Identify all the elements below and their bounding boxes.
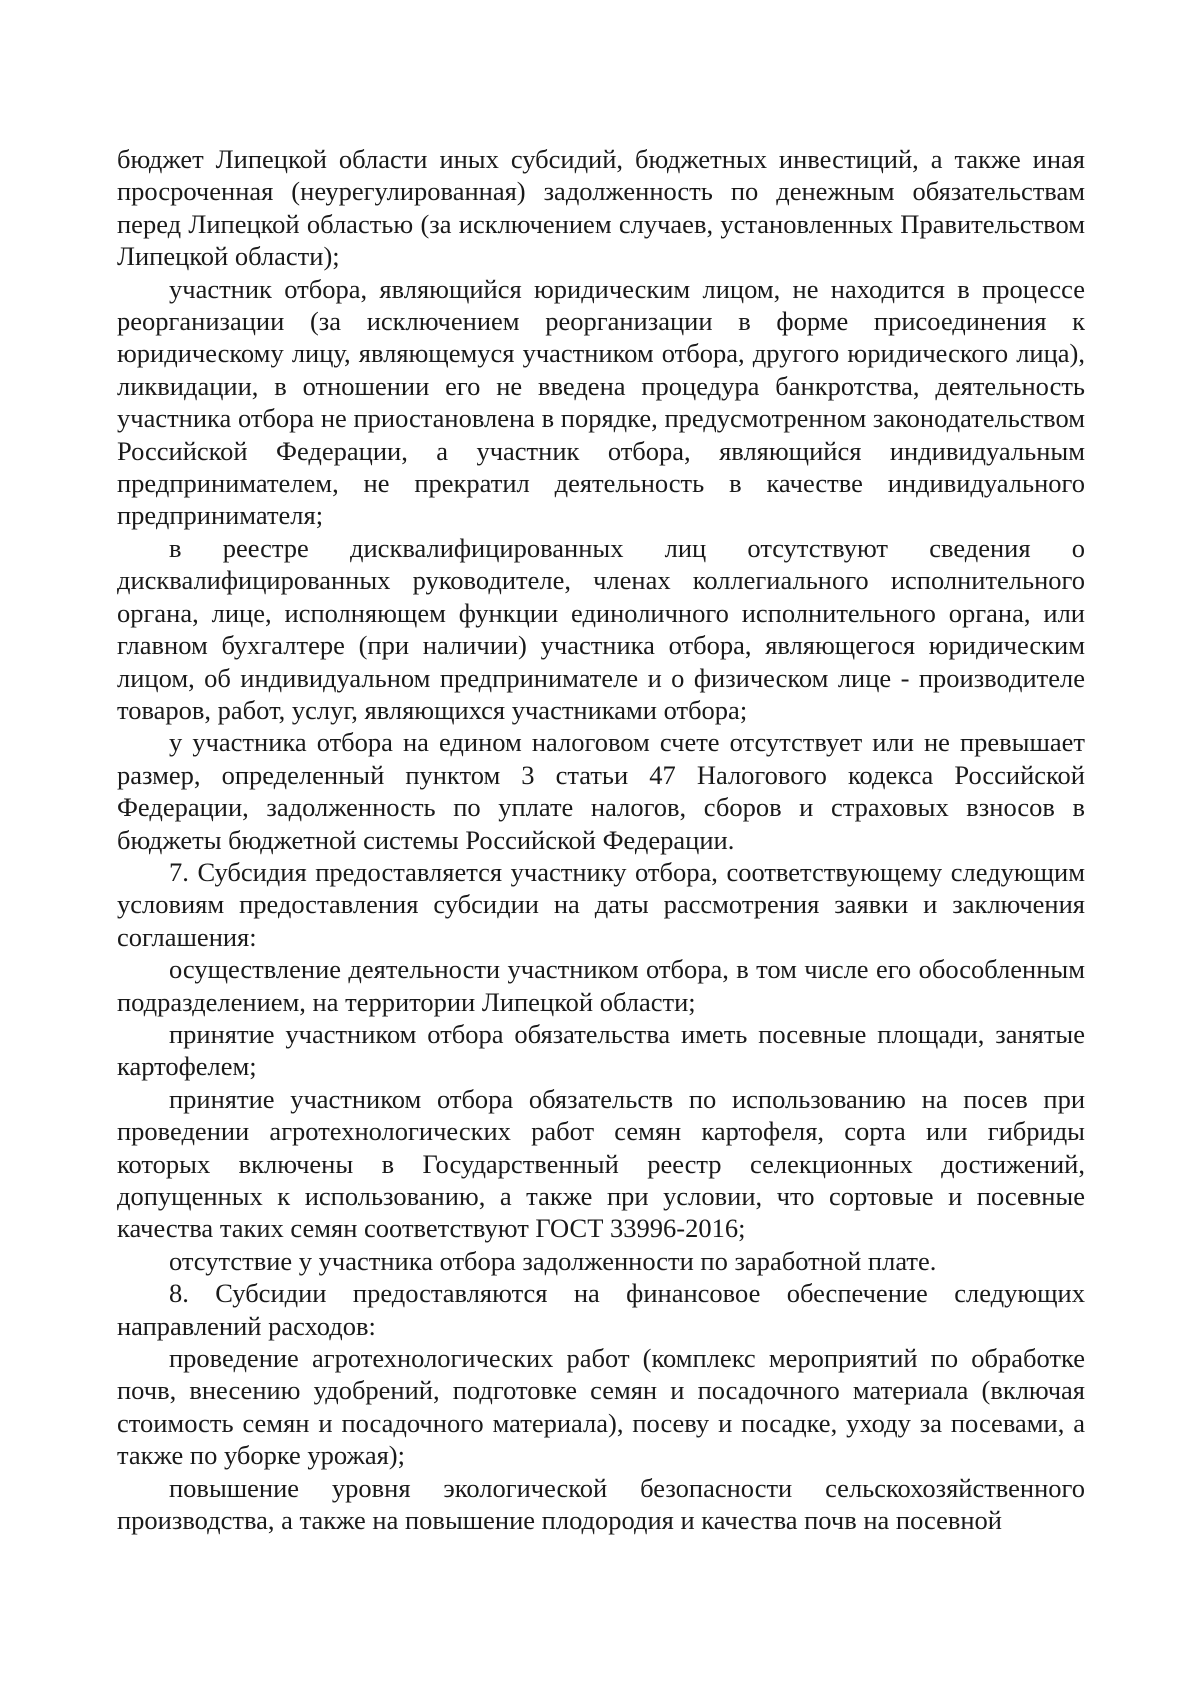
paragraph-no-wage-debt: отсутствие у участника отбора задолженности по заработной плате.	[169, 1245, 937, 1276]
paragraph-ecological-safety: повышение уровня экологической безопасности сельскохозяйственного производства, а также на повышение плодородия и качества почв на посевной	[117, 1472, 1085, 1536]
paragraph-agrotech-works: проведение агротехнологических работ (комплекс мероприятий по обработке почв, внесению удобрений, подготовке семян и посадочного материала (включая стоимость семян и посадочного материала), посеву и посадке, уходу за посевами, а также по уборке урожая);	[117, 1343, 1085, 1471]
paragraph-item-8: 8. Субсидии предоставляются на финансовое обеспечение следующих направлений расходов:	[117, 1278, 1085, 1341]
paragraph-budget-debt: бюджет Липецкой области иных субсидий, бюджетных инвестиций, а также иная просроченная (неурегулированная) задолженность по денежным обязательствам перед Липецкой областью (за исключением случаев, установленных Правительством Липецкой области);	[117, 144, 1085, 272]
paragraph-tax-account: у участника отбора на едином налоговом счете отсутствует или не превышает размер, определенный пунктом 3 статьи 47 Налогового кодекса Российской Федерации, задолженность по уплате налогов, сборов и страховых взносов в бюджеты бюджетной системы Российской Федерации.	[117, 727, 1085, 855]
paragraph-item-7: 7. Субсидия предоставляется участнику отбора, соответствующему следующим условиям предоставления субсидии на даты рассмотрения заявки и заключения соглашения:	[117, 856, 1085, 952]
document-body	[117, 143, 1085, 1536]
paragraph-disqualified-registry: в реестре дисквалифицированных лиц отсутствуют сведения о дисквалифицированных руководителе, членах коллегиального исполнительного органа, лице, исполняющем функции единоличного исполнительного органа, или главном бухгалтере (при наличии) участника отбора, являющегося юридическим лицом, об индивидуальном предпринимателе и о физическом лице - производителе товаров, работ, услуг, являющихся участниками отбора;	[117, 532, 1085, 725]
paragraph-potato-areas: принятие участником отбора обязательства иметь посевные площади, занятые картофелем;	[117, 1018, 1085, 1082]
paragraph-activity-territory: осуществление деятельности участником отбора, в том числе его обособленным подразделением, на территории Липецкой области;	[117, 954, 1085, 1017]
paragraph-seed-obligations: принятие участником отбора обязательств по использованию на посев при проведении агротехнологических работ семян картофеля, сорта или гибриды которых включены в Государственный реестр селекционных достижений, допущенных к использованию, а также при условии, что сортовые и посевные качества таких семян соответствуют ГОСТ 33996-2016;	[117, 1083, 1085, 1244]
paragraph-reorganization: участник отбора, являющийся юридическим лицом, не находится в процессе реорганизации (за исключением реорганизации в форме присоединения к юридическому лицу, являющемуся участником отбора, другого юридического лица), ликвидации, в отношении его не введена процедура банкротства, деятельность участника отбора не приостановлена в порядке, предусмотренном законодательством Российской Федерации, а участник отбора, являющийся индивидуальным предпринимателем, не прекратил деятельность в качестве индивидуального предпринимателя;	[117, 273, 1085, 531]
